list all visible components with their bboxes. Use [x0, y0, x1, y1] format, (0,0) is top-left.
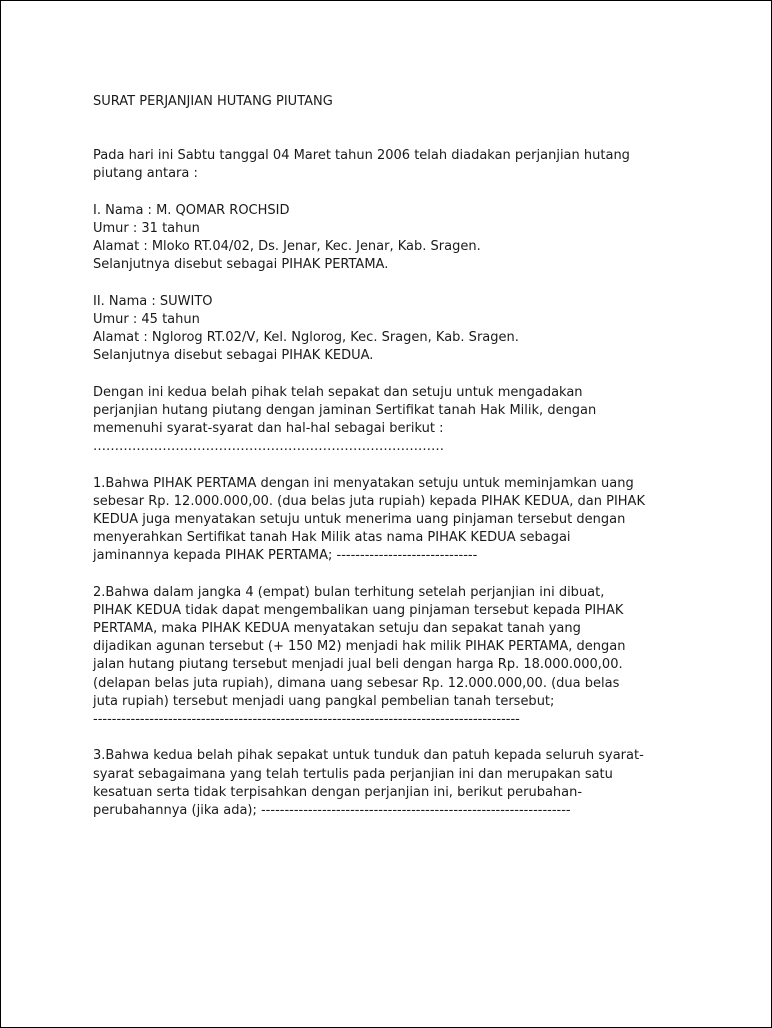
intro-paragraph — [93, 147, 693, 183]
text-line: sebesar Rp. 12.000.000,00. (dua belas juta rupiah) kepada PIHAK KEDUA, dan PIHAK — [93, 493, 645, 509]
text-line: Umur : 45 tahun — [93, 311, 200, 327]
second-party-block — [93, 293, 693, 366]
text-line: Dengan ini kedua belah pihak telah sepakat dan setuju untuk mengadakan — [93, 384, 583, 400]
text-line: syarat sebagaimana yang telah tertulis pada perjanjian ini dan merupakan satu — [93, 766, 613, 782]
text-line: dijadikan agunan tersebut (+ 150 M2) menjadi hak milik PIHAK PERTAMA, dengan — [93, 639, 626, 655]
text-line: Selanjutnya disebut sebagai PIHAK KEDUA. — [93, 348, 374, 364]
text-line: juta rupiah) tersebut menjadi uang pangkal pembelian tanah tersebut; — [93, 693, 555, 709]
text-line: KEDUA juga menyatakan setuju untuk menerima uang pinjaman tersebut dengan — [93, 511, 626, 527]
text-line: Selanjutnya disebut sebagai PIHAK PERTAMA. — [93, 257, 389, 273]
text-line: PIHAK KEDUA tidak dapat mengembalikan uang pinjaman tersebut kepada PIHAK — [93, 602, 624, 618]
first-party-block — [93, 202, 693, 275]
text-line: (delapan belas juta rupiah), dimana uang sebesar Rp. 12.000.000,00. (dua belas — [93, 675, 620, 691]
text-line: jaminannya kepada PIHAK PERTAMA; ------------------------------ — [93, 548, 478, 564]
text-line: kesatuan serta tidak terpisahkan dengan perjanjian ini, berikut perubahan- — [93, 784, 583, 800]
text-line: PERTAMA, maka PIHAK KEDUA menyatakan setuju dan sepakat tanah yang — [93, 621, 581, 637]
agreement-paragraph — [93, 384, 693, 457]
text-line: 2.Bahwa dalam jangka 4 (empat) bulan terhitung setelah perjanjian ini dibuat, — [93, 584, 605, 600]
text-line: 1.Bahwa PIHAK PERTAMA dengan ini menyatakan setuju untuk meminjamkan uang — [93, 475, 634, 491]
dashed-leader: ------------------------------------------------------------------------------------------- — [93, 712, 520, 727]
text-line: Alamat : Nglorog RT.02/V, Kel. Nglorog, Kec. Sragen, Kab. Sragen. — [93, 330, 519, 346]
text-line: 3.Bahwa kedua belah pihak sepakat untuk tunduk dan patuh kepada seluruh syarat- — [93, 748, 644, 764]
clause-2 — [93, 584, 693, 730]
text-line: menyerahkan Sertifikat tanah Hak Milik atas nama PIHAK KEDUA sebagai — [93, 530, 571, 546]
text-line: perjanjian hutang piutang dengan jaminan Sertifikat tanah Hak Milik, dengan — [93, 402, 597, 418]
clause-1 — [93, 475, 693, 566]
text-line: perubahannya (jika ada); ------------------------------------------------------------------ — [93, 802, 571, 818]
text-line: jalan hutang piutang tersebut menjadi jual beli dengan harga Rp. 18.000.000,00. — [93, 657, 623, 673]
document-body — [93, 93, 693, 820]
dotted-leader: ……………………………………………………………………… — [93, 439, 444, 455]
text-line: Pada hari ini Sabtu tanggal 04 Maret tahun 2006 telah diadakan perjanjian hutang — [93, 148, 630, 164]
text-line: piutang antara : — [93, 166, 198, 182]
document-title: SURAT PERJANJIAN HUTANG PIUTANG — [93, 94, 333, 109]
text-line: I. Nama : M. QOMAR ROCHSID — [93, 202, 290, 218]
text-line: II. Nama : SUWITO — [93, 293, 213, 309]
text-line: Alamat : Mloko RT.04/02, Ds. Jenar, Kec. Jenar, Kab. Sragen. — [93, 239, 481, 255]
text-line: Umur : 31 tahun — [93, 220, 200, 236]
text-line: memenuhi syarat-syarat dan hal-hal sebagai berikut : — [93, 421, 444, 436]
clause-3 — [93, 747, 693, 820]
